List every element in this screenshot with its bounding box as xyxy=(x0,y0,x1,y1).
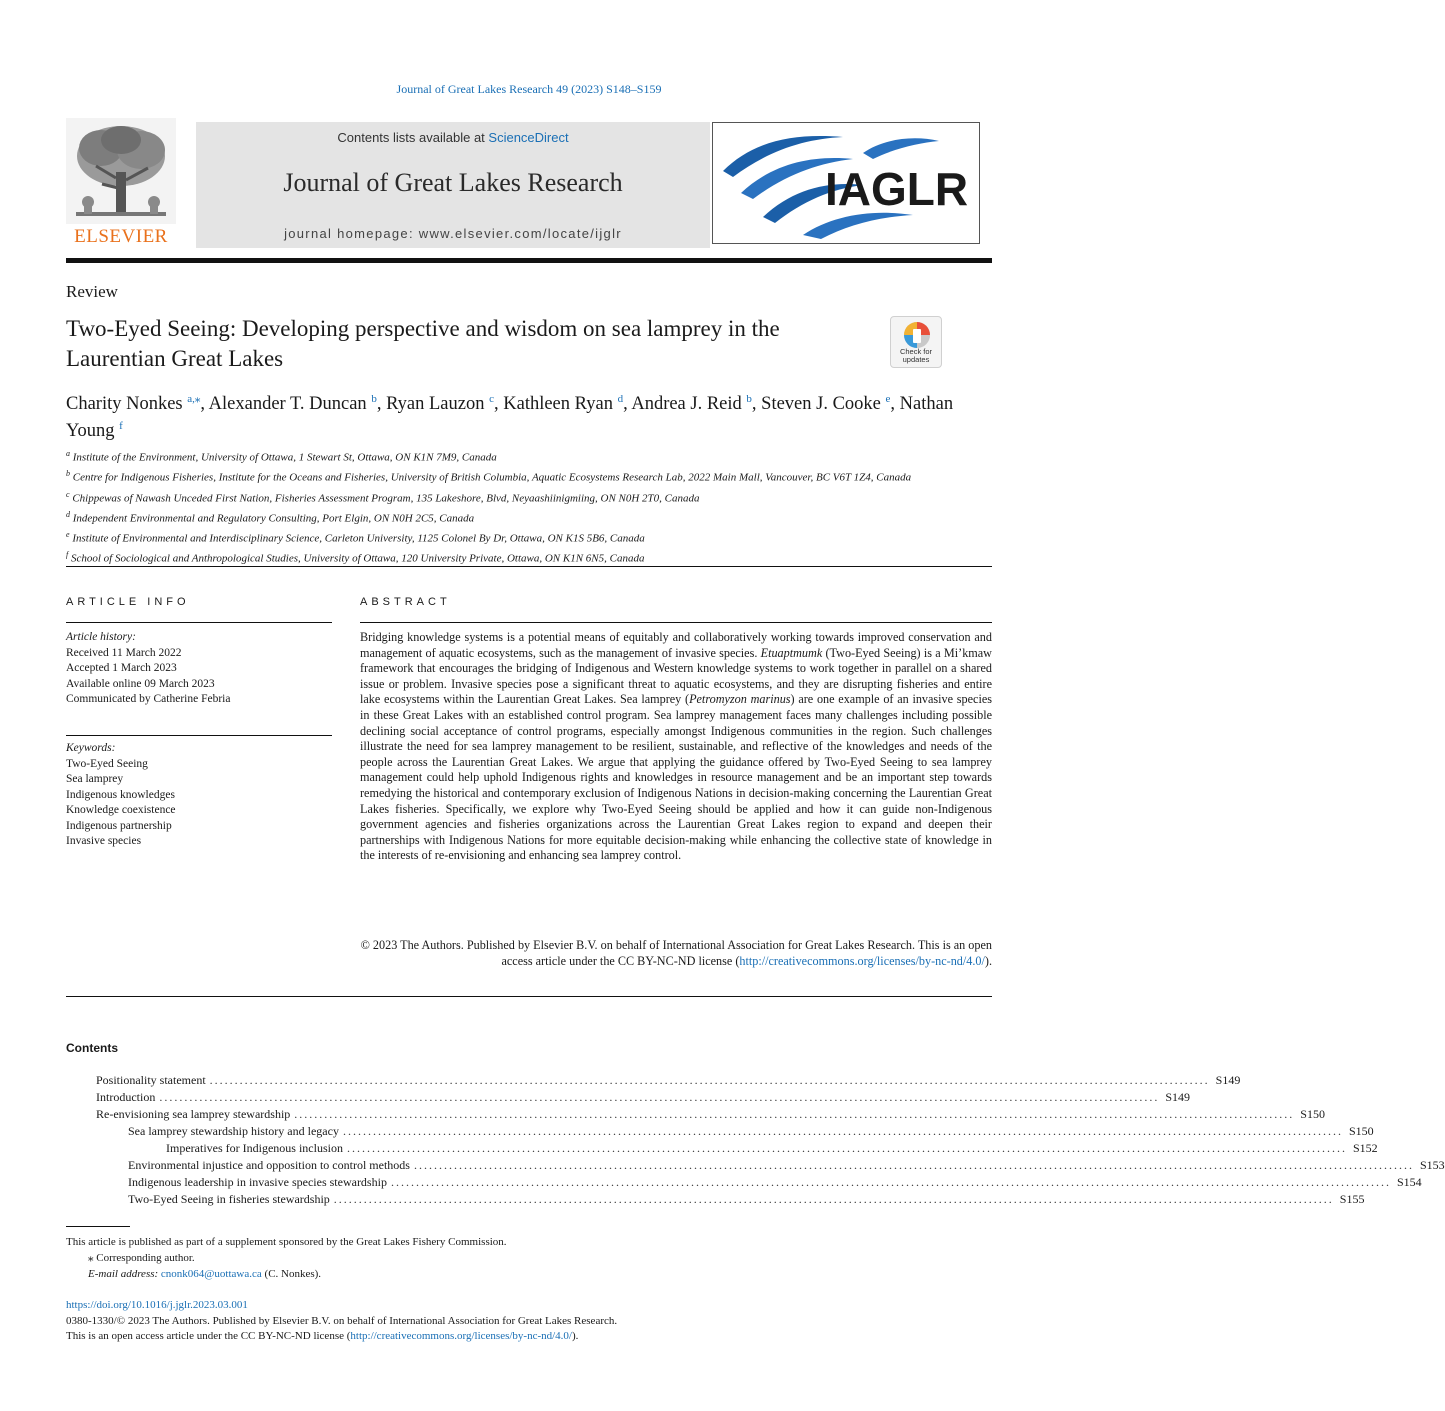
copyright-end: ). xyxy=(984,953,992,968)
toc-entry[interactable] xyxy=(96,1158,1445,1175)
toc-leader-dots: ........................................................................................................................................................................................................ xyxy=(390,1175,1391,1189)
keyword-item: Knowledge coexistence xyxy=(66,804,176,816)
elsevier-tree-logo xyxy=(66,118,176,248)
toc-leader-dots: ........................................................................................................................................................................................................ xyxy=(333,1192,1334,1206)
affiliation-letter: b xyxy=(66,469,70,479)
abstract-term: Etuaptmumk xyxy=(760,645,823,660)
contents-prefix: Contents lists available at xyxy=(337,130,489,145)
toc-page: S152 xyxy=(1352,1141,1378,1155)
doi-link[interactable]: https://doi.org/10.1016/j.jglr.2023.03.001 xyxy=(66,1299,248,1311)
section-rule xyxy=(66,566,992,567)
article-history xyxy=(66,630,332,708)
section-rule xyxy=(66,996,992,997)
email-suffix: (C. Nonkes). xyxy=(261,1268,322,1280)
affiliation-mark[interactable]: a,⁎ xyxy=(187,393,201,405)
toc-page: S149 xyxy=(1215,1073,1241,1087)
keywords-rule xyxy=(66,735,332,736)
affiliation-text: School of Sociological and Anthropological Studies, University of Ottawa, 120 University Private, Ottawa, ON K1N 6N5, Canada xyxy=(70,552,645,565)
supplement-note: This article is published as part of a supplement sponsored by the Great Lakes Fishery Commission. xyxy=(66,1236,507,1248)
author-name[interactable]: Nathan Young xyxy=(66,394,954,442)
toc-page: S155 xyxy=(1339,1192,1365,1206)
history-received: Received 11 March 2022 xyxy=(66,646,182,659)
author-name[interactable]: Charity Nonkes xyxy=(66,394,183,415)
toc-title[interactable]: Imperatives for Indigenous inclusion xyxy=(166,1141,343,1155)
affiliation-item xyxy=(66,547,996,567)
abstract-term: Petromyzon marinus xyxy=(689,692,791,707)
toc-entry[interactable] xyxy=(96,1090,1191,1107)
author-separator: , xyxy=(200,394,209,415)
author-list xyxy=(66,388,996,442)
affiliation-item xyxy=(66,446,996,466)
crossmark-icon xyxy=(891,317,943,351)
history-communicated: Communicated by Catherine Febria xyxy=(66,693,231,705)
affiliation-letter: c xyxy=(66,489,70,499)
toc-leader-dots: ........................................................................................................................................................................................................ xyxy=(159,1090,1160,1104)
affiliation-text: Centre for Indigenous Fisheries, Institute for the Oceans and Fisheries, University of British Columbia, Aquatic Ecosystems Research Lab, 2022 Main Mall, Vancouver, BC V6T 1Z4, Canada xyxy=(72,471,912,484)
toc-leader-dots: ........................................................................................................................................................................................................ xyxy=(413,1158,1414,1172)
toc-page: S153 xyxy=(1419,1158,1445,1172)
toc-title[interactable]: Introduction xyxy=(96,1090,156,1104)
license-line xyxy=(66,1329,992,1345)
license-prefix: This is an open access article under the CC BY-NC-ND license ( xyxy=(66,1330,351,1342)
toc-title[interactable]: Positionality statement xyxy=(96,1073,206,1087)
affiliations xyxy=(66,446,996,568)
abstract-part: (Two-Eyed Seeing) is a Mi’kmaw framework that encourages the bridging of Indigenous and Western knowledge systems to work together in parallel on a shared issue or problem. Invasive species pose a significant threat to aquatic ecosystems, and they are disrupting fisheries and entire lake ecosystems within the Laurentian Great Lakes. Sea lamprey ( xyxy=(360,645,992,707)
journal-title: Journal of Great Lakes Research xyxy=(283,168,623,197)
waves-icon xyxy=(713,123,979,243)
keyword-item: Indigenous partnership xyxy=(66,819,172,832)
toc-entry[interactable] xyxy=(96,1141,1378,1158)
abstract-heading: ABSTRACT xyxy=(360,596,451,608)
sciencedirect-link[interactable]: ScienceDirect xyxy=(488,130,569,145)
affiliation-mark[interactable]: c xyxy=(489,393,494,405)
article-type: Review xyxy=(66,282,118,301)
author-separator: , xyxy=(494,394,504,415)
author-name[interactable]: Andrea J. Reid xyxy=(631,394,742,415)
elsevier-wordmark: ELSEVIER xyxy=(74,226,168,247)
toc-leader-dots: ........................................................................................................................................................................................................ xyxy=(294,1107,1295,1121)
header-rule xyxy=(66,258,992,263)
email-label: E-mail address: xyxy=(88,1268,159,1280)
journal-banner xyxy=(196,122,710,248)
copyright-notice xyxy=(360,938,992,969)
author-name[interactable]: Kathleen Ryan xyxy=(503,394,613,415)
corresponding-text: Corresponding author. xyxy=(96,1252,195,1264)
affiliation-item xyxy=(66,466,996,486)
affiliation-item xyxy=(66,487,996,507)
affiliation-mark[interactable]: b xyxy=(371,393,377,405)
toc-page: S150 xyxy=(1348,1124,1374,1138)
affiliation-text: Institute of the Environment, University of Ottawa, 1 Stewart St, Ottawa, ON K1N 7M9, Canada xyxy=(72,451,497,464)
toc-leader-dots: ........................................................................................................................................................................................................ xyxy=(346,1141,1347,1155)
author-separator: , xyxy=(376,394,387,415)
copyright-text: © 2023 The Authors. Published by Elsevier B.V. on behalf of International Association for Great Lakes Research. This is an open access article under the CC BY-NC-ND license ( xyxy=(360,938,992,968)
affiliation-mark[interactable]: e xyxy=(885,393,891,405)
keyword-item: Indigenous knowledges xyxy=(66,788,175,801)
toc-entry[interactable] xyxy=(96,1175,1422,1192)
table-of-contents xyxy=(96,1073,1445,1209)
author-separator: , xyxy=(890,394,900,415)
iaglr-logo xyxy=(712,122,980,244)
article-info-heading: ARTICLE INFO xyxy=(66,596,190,608)
contents-available-line xyxy=(196,130,710,145)
journal-homepage[interactable]: journal homepage: www.elsevier.com/locate/ijglr xyxy=(284,226,622,241)
affiliation-text: Chippewas of Nawash Unceded First Nation, Fisheries Assessment Program, 135 Lakeshore, Blvd, Neyaashiinigmiing, ON N0H 2T0, Canada xyxy=(72,492,700,505)
toc-leader-dots: ........................................................................................................................................................................................................ xyxy=(342,1124,1343,1138)
affiliation-item xyxy=(66,507,996,527)
toc-title[interactable]: Two-Eyed Seeing in fisheries stewardship xyxy=(128,1192,330,1206)
toc-entry[interactable] xyxy=(96,1124,1374,1141)
affiliation-mark[interactable]: f xyxy=(119,420,123,433)
toc-entry[interactable] xyxy=(96,1107,1325,1124)
toc-entry[interactable] xyxy=(96,1192,1365,1209)
keywords xyxy=(66,741,332,850)
svg-text:IAGLR: IAGLR xyxy=(825,163,969,215)
license-link[interactable]: http://creativecommons.org/licenses/by-nc-nd/4.0/ xyxy=(739,953,985,968)
author-name[interactable]: Alexander T. Duncan xyxy=(208,394,367,415)
keywords-label: Keywords: xyxy=(66,742,116,754)
doi-block xyxy=(66,1298,992,1345)
keyword-item: Sea lamprey xyxy=(66,773,124,785)
email-note xyxy=(66,1266,992,1282)
toc-title[interactable]: Indigenous leadership in invasive species stewardship xyxy=(128,1175,387,1189)
affiliation-text: Independent Environmental and Regulatory Consulting, Port Elgin, ON N0H 2C5, Canada xyxy=(72,512,475,525)
tree-icon xyxy=(66,118,176,224)
email-link[interactable]: cnonk064@uottawa.ca xyxy=(160,1268,262,1280)
toc-entry[interactable] xyxy=(96,1073,1241,1090)
author-separator: , xyxy=(623,394,632,415)
license-suffix: ). xyxy=(572,1330,579,1342)
history-accepted: Accepted 1 March 2023 xyxy=(66,662,177,674)
keyword-item: Invasive species xyxy=(66,835,142,847)
crossmark-badge[interactable] xyxy=(890,316,942,368)
history-label: Article history: xyxy=(66,631,136,643)
toc-title[interactable]: Re-envisioning sea lamprey stewardship xyxy=(96,1107,291,1121)
corresponding-mark: ⁎ xyxy=(88,1252,94,1264)
corresponding-note xyxy=(66,1250,992,1266)
abstract-part: Bridging knowledge systems is a potential means of equitably and collaboratively working towards improved conservation and management of aquatic ecosystems, such as the management of invasive species. xyxy=(360,630,992,660)
abstract-rule xyxy=(360,622,992,623)
footnotes xyxy=(66,1234,992,1282)
journal-citation[interactable]: Journal of Great Lakes Research 49 (2023) S148–S159 xyxy=(396,82,662,96)
license-link[interactable]: http://creativecommons.org/licenses/by-nc-nd/4.0/ xyxy=(350,1330,572,1342)
article-title: Two-Eyed Seeing: Developing perspective and wisdom on sea lamprey in the Laurentian Great Lakes xyxy=(66,316,780,371)
abstract-text xyxy=(360,630,992,864)
affiliation-mark[interactable]: d xyxy=(617,393,624,405)
masthead xyxy=(66,118,980,248)
affiliation-letter: d xyxy=(66,509,70,519)
author-name[interactable]: Steven J. Cooke xyxy=(761,394,881,415)
toc-page: S150 xyxy=(1300,1107,1325,1121)
history-online: Available online 09 March 2023 xyxy=(66,677,215,690)
affiliation-mark[interactable]: b xyxy=(746,393,752,405)
toc-page: S149 xyxy=(1165,1090,1191,1104)
toc-title[interactable]: Environmental injustice and opposition to control methods xyxy=(128,1158,410,1172)
affiliation-letter: a xyxy=(66,449,70,458)
affiliation-letter: f xyxy=(66,550,69,560)
contents-heading: Contents xyxy=(66,1041,118,1055)
footnote-rule xyxy=(66,1226,130,1227)
article-info-rule xyxy=(66,622,332,623)
issn-line: 0380-1330/© 2023 The Authors. Published by Elsevier B.V. on behalf of International Association for Great Lakes Research. xyxy=(66,1314,618,1327)
crossmark-label: Check for updates xyxy=(899,347,933,364)
toc-page: S154 xyxy=(1396,1175,1422,1189)
author-name[interactable]: Ryan Lauzon xyxy=(386,394,485,415)
abstract-part: ) are one example of an invasive species in these Great Lakes with an established control program. Sea lamprey management faces many challenges including possible declining social acceptance of control programs, especially amongst Indigenous communities in the region. Such challenges illustrate the need for sea lamprey management to be resilient, sustainable, and reflective of the knowledges and needs of the people across the Laurentian Great Lakes. We argue that applying the guidance offered by Two-Eyed Seeing to sea lamprey management could help uphold Indigenous rights and knowledges in resource management and be an important step towards remedying the historical and contemporary exclusion of Indigenous Nations in decision-making concerning the Laurentian Great Lakes fisheries. Specifically, we explore why Two-Eyed Seeing should be applied and how it can guide non-Indigenous government agencies and fisheries organizations across the Laurentian Great Lakes region to expand and deepen their partnerships with Indigenous Nations for more equitable decision-making while enhancing the collective state of knowledge in the interests of re-envisioning and enhancing sea lamprey control. xyxy=(360,692,992,863)
affiliation-text: Institute of Environmental and Interdisciplinary Science, Carleton University, 1125 Colonel By Dr, Ottawa, ON K1S 5B6, Canada xyxy=(72,532,645,545)
toc-title[interactable]: Sea lamprey stewardship history and legacy xyxy=(128,1124,339,1138)
author-separator: , xyxy=(751,394,762,415)
affiliation-item xyxy=(66,527,996,547)
keyword-item: Two-Eyed Seeing xyxy=(66,757,148,770)
affiliation-letter: e xyxy=(66,530,70,539)
toc-leader-dots: ........................................................................................................................................................................................................ xyxy=(209,1073,1210,1087)
